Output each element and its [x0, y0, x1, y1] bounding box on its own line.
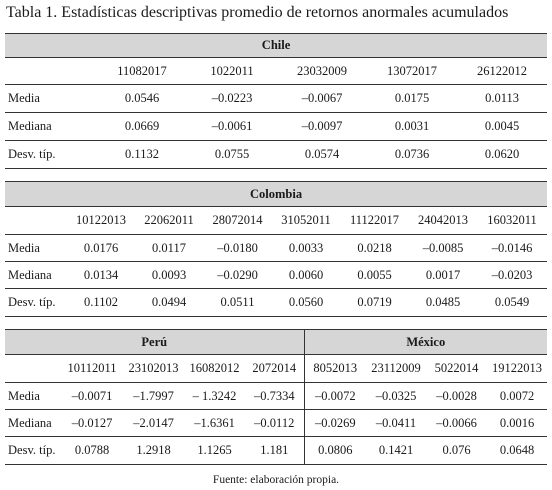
table-cell: 0.0134 [67, 262, 135, 289]
date-header: 2072014 [245, 355, 304, 383]
table-cell: 0.0175 [367, 85, 457, 113]
table-cell: 0.0031 [367, 113, 457, 141]
table-cell: 0.1102 [67, 289, 135, 317]
row-label: Media [5, 85, 97, 113]
table-cell: –0.0203 [477, 262, 547, 289]
table-cell: –0.0067 [277, 85, 367, 113]
date-header: 23102013 [123, 355, 184, 383]
date-header: 31052011 [272, 207, 340, 235]
row-label: Media [5, 383, 61, 410]
row-label: Media [5, 235, 67, 262]
table-cell: –0.0072 [304, 383, 366, 410]
date-header: 26122012 [457, 58, 547, 85]
date-header: 19122013 [487, 355, 547, 383]
table-cell: –0.0325 [366, 383, 426, 410]
table-cell: 1.1265 [184, 437, 245, 465]
table-cell: –0.0085 [409, 235, 477, 262]
table-title: Tabla 1. Estadísticas descriptivas promedio de retornos anormales acumulados [6, 4, 509, 21]
peru-header: Perú [5, 330, 304, 355]
row-label: Mediana [5, 262, 67, 289]
table-cell: 0.0648 [487, 437, 547, 465]
table-cell: –1.7997 [123, 383, 184, 410]
table-row [5, 85, 547, 113]
row-label: Desv. típ. [5, 289, 67, 317]
table-row [5, 141, 547, 169]
table-cell: 0.0176 [67, 235, 135, 262]
table-cell: –0.0223 [187, 85, 277, 113]
date-header: 1022011 [187, 58, 277, 85]
colombia-table [5, 181, 547, 317]
table-cell: 1.181 [245, 437, 304, 465]
table-cell: –0.7334 [245, 383, 304, 410]
table-cell: –0.0180 [203, 235, 272, 262]
table-cell: –0.0097 [277, 113, 367, 141]
chile-header: Chile [5, 34, 547, 58]
table-cell: 0.0045 [457, 113, 547, 141]
table-cell: 0.0806 [304, 437, 366, 465]
table-cell: – 1.3242 [184, 383, 245, 410]
date-header: 13072017 [367, 58, 457, 85]
table-cell: 0.1421 [366, 437, 426, 465]
table-cell: –0.0146 [477, 235, 547, 262]
date-header: 23032009 [277, 58, 367, 85]
table-cell: 0.0494 [135, 289, 203, 317]
date-header: 16082012 [184, 355, 245, 383]
table-cell: 0.0560 [272, 289, 340, 317]
table-cell: 0.0755 [187, 141, 277, 169]
table-cell: 0.0017 [409, 262, 477, 289]
table-cell: –0.0269 [304, 410, 366, 437]
table-cell: 0.1132 [97, 141, 187, 169]
table-cell: 0.0549 [477, 289, 547, 317]
mexico-header: México [304, 330, 547, 355]
table-row [5, 437, 547, 465]
table-cell: –0.0066 [426, 410, 487, 437]
table-cell: 0.0033 [272, 235, 340, 262]
source-note: Fuente: elaboración propia. [212, 474, 340, 486]
table-cell: 0.0113 [457, 85, 547, 113]
table-row [5, 262, 547, 289]
table-cell: 0.0511 [203, 289, 272, 317]
peru-mexico-table [5, 329, 547, 465]
date-header: 28072014 [203, 207, 272, 235]
row-label: Mediana [5, 410, 61, 437]
table-cell: 0.0485 [409, 289, 477, 317]
date-header: 22062011 [135, 207, 203, 235]
table-cell: 0.0546 [97, 85, 187, 113]
table-cell: –0.0061 [187, 113, 277, 141]
row-label: Desv. típ. [5, 141, 97, 169]
table-row [5, 383, 547, 410]
row-label: Mediana [5, 113, 97, 141]
date-header: 23112009 [366, 355, 426, 383]
table-row [5, 289, 547, 317]
table-cell: 0.0060 [272, 262, 340, 289]
table-cell: –0.0290 [203, 262, 272, 289]
table-row [5, 235, 547, 262]
table-cell: –0.0071 [61, 383, 123, 410]
table-row [5, 113, 547, 141]
table-cell: 0.0719 [340, 289, 409, 317]
table-cell: –0.0112 [245, 410, 304, 437]
table-cell: 0.0117 [135, 235, 203, 262]
table-cell: 0.0620 [457, 141, 547, 169]
table-cell: –1.6361 [184, 410, 245, 437]
date-header: 10112011 [61, 355, 123, 383]
date-header: 16032011 [477, 207, 547, 235]
chile-corner [5, 58, 97, 85]
date-header: 11082017 [97, 58, 187, 85]
table-cell: 0.0093 [135, 262, 203, 289]
colombia-header: Colombia [5, 182, 547, 207]
date-header: 10122013 [67, 207, 135, 235]
table-cell: –0.0127 [61, 410, 123, 437]
table-cell: 0.076 [426, 437, 487, 465]
table-cell: 0.0788 [61, 437, 123, 465]
colombia-corner [5, 207, 67, 235]
table-cell: –0.0028 [426, 383, 487, 410]
table-cell: 0.0669 [97, 113, 187, 141]
table-row [5, 410, 547, 437]
table-cell: 1.2918 [123, 437, 184, 465]
peru-mexico-corner [5, 355, 61, 383]
table-cell: –2.0147 [123, 410, 184, 437]
table-cell: 0.0016 [487, 410, 547, 437]
date-header: 11122017 [340, 207, 409, 235]
table-cell: 0.0218 [340, 235, 409, 262]
row-label: Desv. típ. [5, 437, 61, 465]
date-header: 5022014 [426, 355, 487, 383]
table-cell: 0.0574 [277, 141, 367, 169]
table-cell: 0.0072 [487, 383, 547, 410]
chile-table [5, 33, 547, 169]
table-cell: 0.0736 [367, 141, 457, 169]
date-header: 24042013 [409, 207, 477, 235]
date-header: 8052013 [304, 355, 366, 383]
table-cell: 0.0055 [340, 262, 409, 289]
table-cell: –0.0411 [366, 410, 426, 437]
